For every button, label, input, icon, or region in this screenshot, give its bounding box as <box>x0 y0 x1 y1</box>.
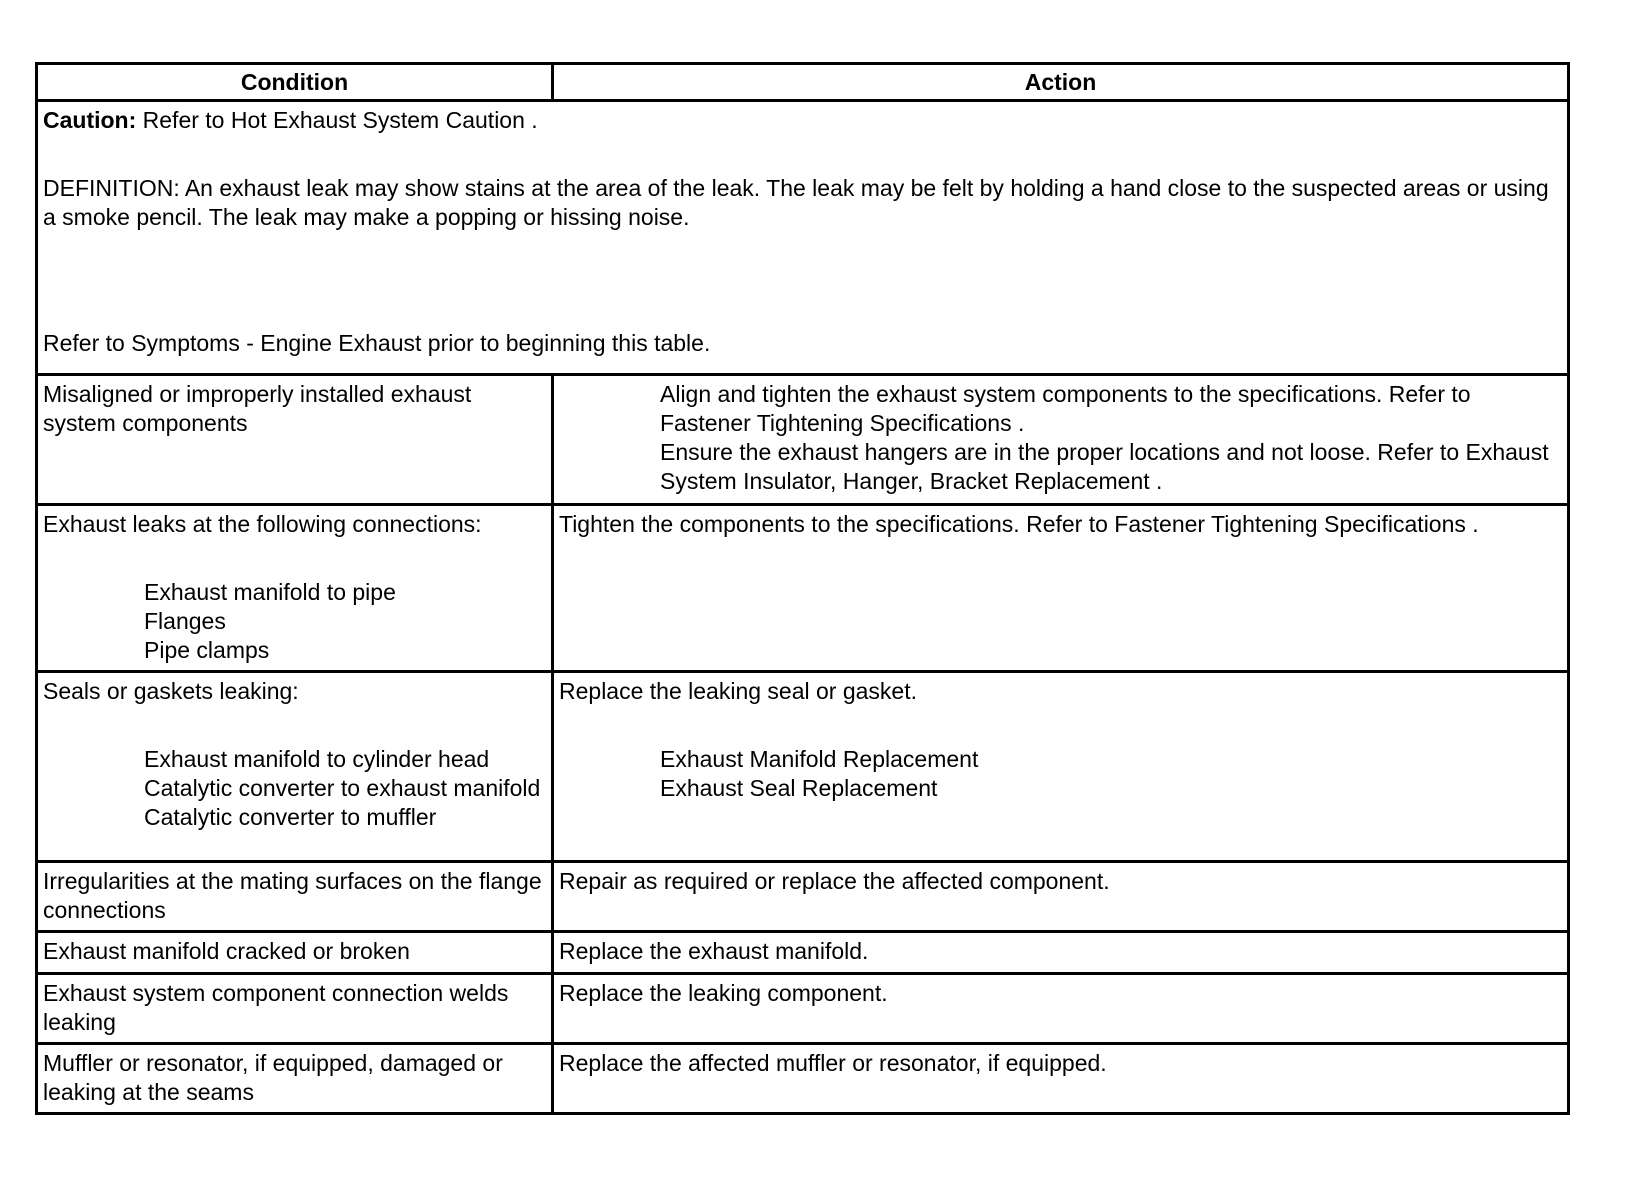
action-cell <box>553 932 1569 974</box>
condition-item: Catalytic converter to exhaust manifold <box>144 775 541 801</box>
caution-text: Refer to Hot Exhaust System Caution . <box>136 107 538 133</box>
table-row <box>37 505 1569 672</box>
condition-text: Exhaust system component connection welds leaking <box>43 980 509 1035</box>
condition-cell <box>37 932 553 974</box>
action-text: Tighten the components to the specifications. Refer to Fastener Tightening Specifications . <box>559 511 1479 537</box>
table-row <box>37 974 1569 1044</box>
definition-text: DEFINITION: An exhaust leak may show stains at the area of the leak. The leak may be felt by holding a hand close to the suspected areas or using a smoke pencil. The leak may make a popping or hissing noise. <box>43 175 1549 230</box>
condition-cell <box>37 974 553 1044</box>
condition-header: Condition <box>37 64 553 101</box>
condition-cell <box>37 672 553 862</box>
condition-item: Exhaust manifold to cylinder head <box>144 746 490 772</box>
condition-cell <box>37 375 553 505</box>
action-item: Ensure the exhaust hangers are in the proper locations and not loose. Refer to Exhaust System Insulator, Hanger, Bracket Replacement . <box>660 439 1549 494</box>
condition-item: Pipe clamps <box>144 637 270 663</box>
intro-cell <box>37 101 1569 375</box>
action-cell <box>553 672 1569 862</box>
condition-text: Muffler or resonator, if equipped, damaged or leaking at the seams <box>43 1050 503 1105</box>
header-row <box>37 64 1569 101</box>
caution-label: Caution: <box>43 107 137 133</box>
table-row <box>37 932 1569 974</box>
condition-text: Misaligned or improperly installed exhaust system components <box>43 381 472 436</box>
caution-line <box>43 106 1562 135</box>
intro-row <box>37 101 1569 375</box>
condition-item: Exhaust manifold to pipe <box>144 579 396 605</box>
condition-cell <box>37 862 553 932</box>
condition-cell <box>37 1044 553 1114</box>
condition-item: Flanges <box>144 608 226 634</box>
condition-text: Exhaust leaks at the following connections: <box>43 511 482 537</box>
table-row <box>37 862 1569 932</box>
action-cell <box>553 505 1569 672</box>
condition-text: Exhaust manifold cracked or broken <box>43 938 410 964</box>
condition-text: Seals or gaskets leaking: <box>43 678 299 704</box>
table-row <box>37 375 1569 505</box>
condition-item: Catalytic converter to muffler <box>144 804 437 830</box>
refer-text: Refer to Symptoms - Engine Exhaust prior to beginning this table. <box>43 330 711 356</box>
condition-cell <box>37 505 553 672</box>
diagnostic-table <box>35 62 1570 1115</box>
table-row <box>37 672 1569 862</box>
action-header: Action <box>553 64 1569 101</box>
action-item: Exhaust Manifold Replacement <box>660 746 979 772</box>
action-cell <box>553 974 1569 1044</box>
action-item: Exhaust Seal Replacement <box>660 775 938 801</box>
action-text: Repair as required or replace the affected component. <box>559 868 1110 894</box>
action-cell <box>553 862 1569 932</box>
table-row <box>37 1044 1569 1114</box>
action-cell <box>553 1044 1569 1114</box>
action-text: Replace the leaking component. <box>559 980 888 1006</box>
action-text: Replace the affected muffler or resonator, if equipped. <box>559 1050 1107 1076</box>
action-text: Replace the leaking seal or gasket. <box>559 678 917 704</box>
action-item: Align and tighten the exhaust system components to the specifications. Refer to Fastener Tightening Specifications . <box>660 381 1471 436</box>
condition-text: Irregularities at the mating surfaces on the flange connections <box>43 868 542 923</box>
action-text: Replace the exhaust manifold. <box>559 938 869 964</box>
action-cell <box>553 375 1569 505</box>
